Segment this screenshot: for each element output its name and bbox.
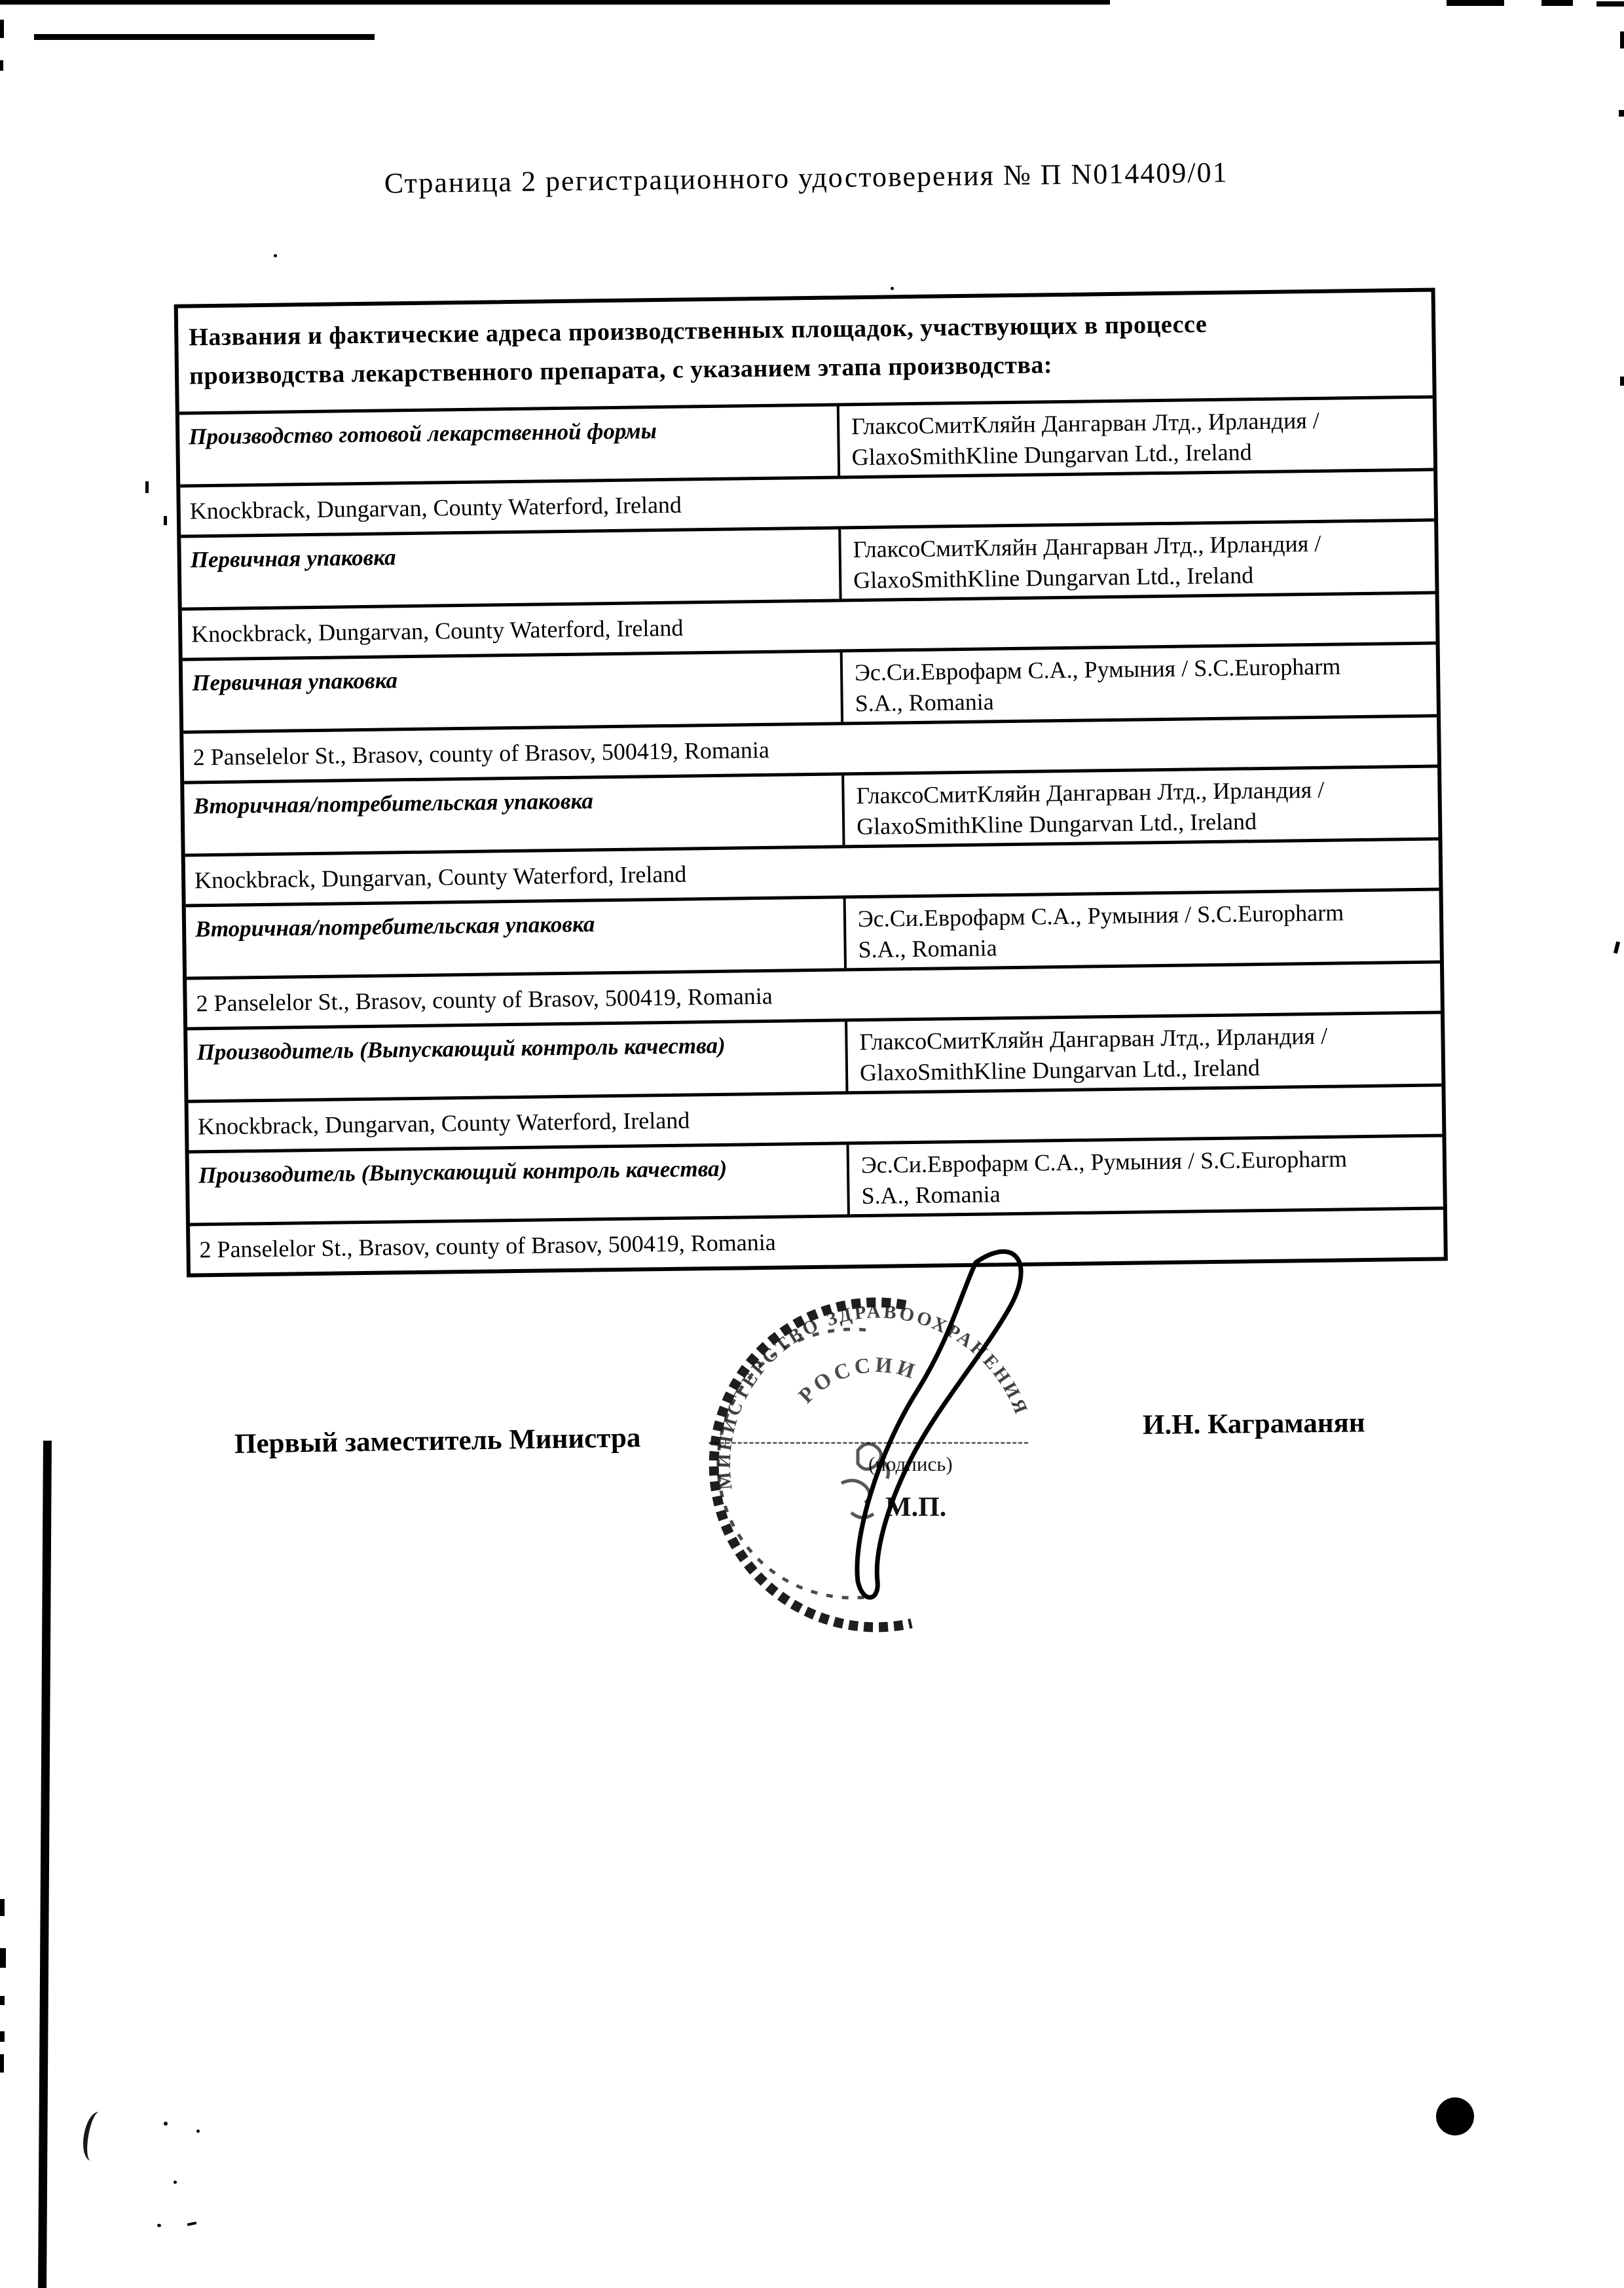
scan-speckle — [80, 2110, 107, 2162]
seal-caption: М.П. — [885, 1492, 947, 1522]
signatory-title: Первый заместитель Министра — [234, 1422, 641, 1460]
stamp-inner-text: РОССИИ — [794, 1353, 921, 1409]
stage-label: Первичная упаковка — [191, 667, 398, 696]
manufacturer-value: ГлаксоСмитКляйн Дангарван Лтд., Ирландия / GlaxoSmithKline Dungarvan Ltd., Ireland — [845, 1014, 1441, 1091]
scan-speckle — [164, 2122, 168, 2126]
manufacturer-value: ГлаксоСмитКляйн Дангарван Лтд., Ирландия / GlaxoSmithKline Dungarvan Ltd., Ireland — [837, 399, 1433, 476]
scan-artifact — [0, 1996, 5, 2005]
manufacturer-value: ГлаксоСмитКляйн Дангарван Лтд., Ирландия / GlaxoSmithKline Dungarvan Ltd., Ireland — [838, 522, 1435, 599]
address-row: Knockbrack, Dungarvan, County Waterford, Ireland — [185, 838, 1439, 904]
scan-artifact — [0, 2054, 4, 2073]
scan-artifact — [1620, 31, 1624, 48]
stamp-ring-text: МИНИСТЕРСТВО ЗДРАВООХРАНЕНИЯ — [713, 1301, 1033, 1491]
page-title: Страница 2 регистрационного удостоверения № П N014409/01 — [384, 156, 1228, 200]
signature-stroke — [825, 1223, 1126, 1623]
punch-hole-dot — [1436, 2097, 1474, 2135]
manufacturer-value: Эс.Си.Еврофарм С.А., Румыния / S.C.Europharm S.A., Romania — [840, 645, 1437, 722]
scan-artifact — [0, 2031, 5, 2042]
address-row: Knockbrack, Dungarvan, County Waterford, Ireland — [182, 591, 1436, 658]
scan-speckle — [157, 2224, 161, 2227]
manufacturer-value: ГлаксоСмитКляйн Дангарван Лтд., Ирландия / GlaxoSmithKline Dungarvan Ltd., Ireland — [841, 768, 1438, 845]
scan-speckle — [187, 2222, 197, 2226]
address-row: 2 Panselelor St., Brasov, county of Brasov, 500419, Romania — [183, 714, 1437, 781]
manufacturer-value: Эс.Си.Еврофарм С.А., Румыния / S.C.Europharm S.A., Romania — [847, 1137, 1443, 1214]
stage-label: Вторичная/потребительская упаковка — [194, 911, 595, 942]
stage-label: Производство готовой лекарственной формы — [189, 418, 657, 450]
scan-artifact — [1619, 110, 1624, 117]
production-sites-table — [174, 288, 1448, 1278]
signatory-name: И.Н. Каграманян — [1142, 1407, 1365, 1441]
stage-label: Первичная упаковка — [190, 544, 396, 573]
scan-artifact — [38, 1441, 52, 2288]
address-row: Knockbrack, Dungarvan, County Waterford, Ireland — [180, 468, 1434, 535]
scan-speckle — [196, 2130, 200, 2133]
signature-caption: (подпись) — [868, 1452, 953, 1475]
address-row: 2 Panselelor St., Brasov, county of Brasov, 500419, Romania — [187, 960, 1441, 1027]
stage-label: Производитель (Выпускающий контроль качества) — [196, 1032, 726, 1065]
address-row: 2 Panselelor St., Brasov, county of Brasov, 500419, Romania — [190, 1206, 1444, 1273]
table-header: Названия и фактические адреса производственных площадок, участвующих в процессе производства лекарственного препарата, с указанием этапа производства: — [189, 310, 1208, 390]
stage-label: Производитель (Выпускающий контроль качества) — [198, 1155, 728, 1189]
scan-artifact — [0, 1899, 5, 1916]
stage-label: Вторичная/потребительская упаковка — [193, 788, 594, 819]
address-row: Knockbrack, Dungarvan, County Waterford, Ireland — [189, 1083, 1443, 1150]
scan-speckle — [174, 2181, 177, 2184]
scan-artifact — [0, 1948, 6, 1968]
manufacturer-value: Эс.Си.Еврофарм С.А., Румыния / S.C.Europharm S.A., Romania — [843, 891, 1440, 969]
